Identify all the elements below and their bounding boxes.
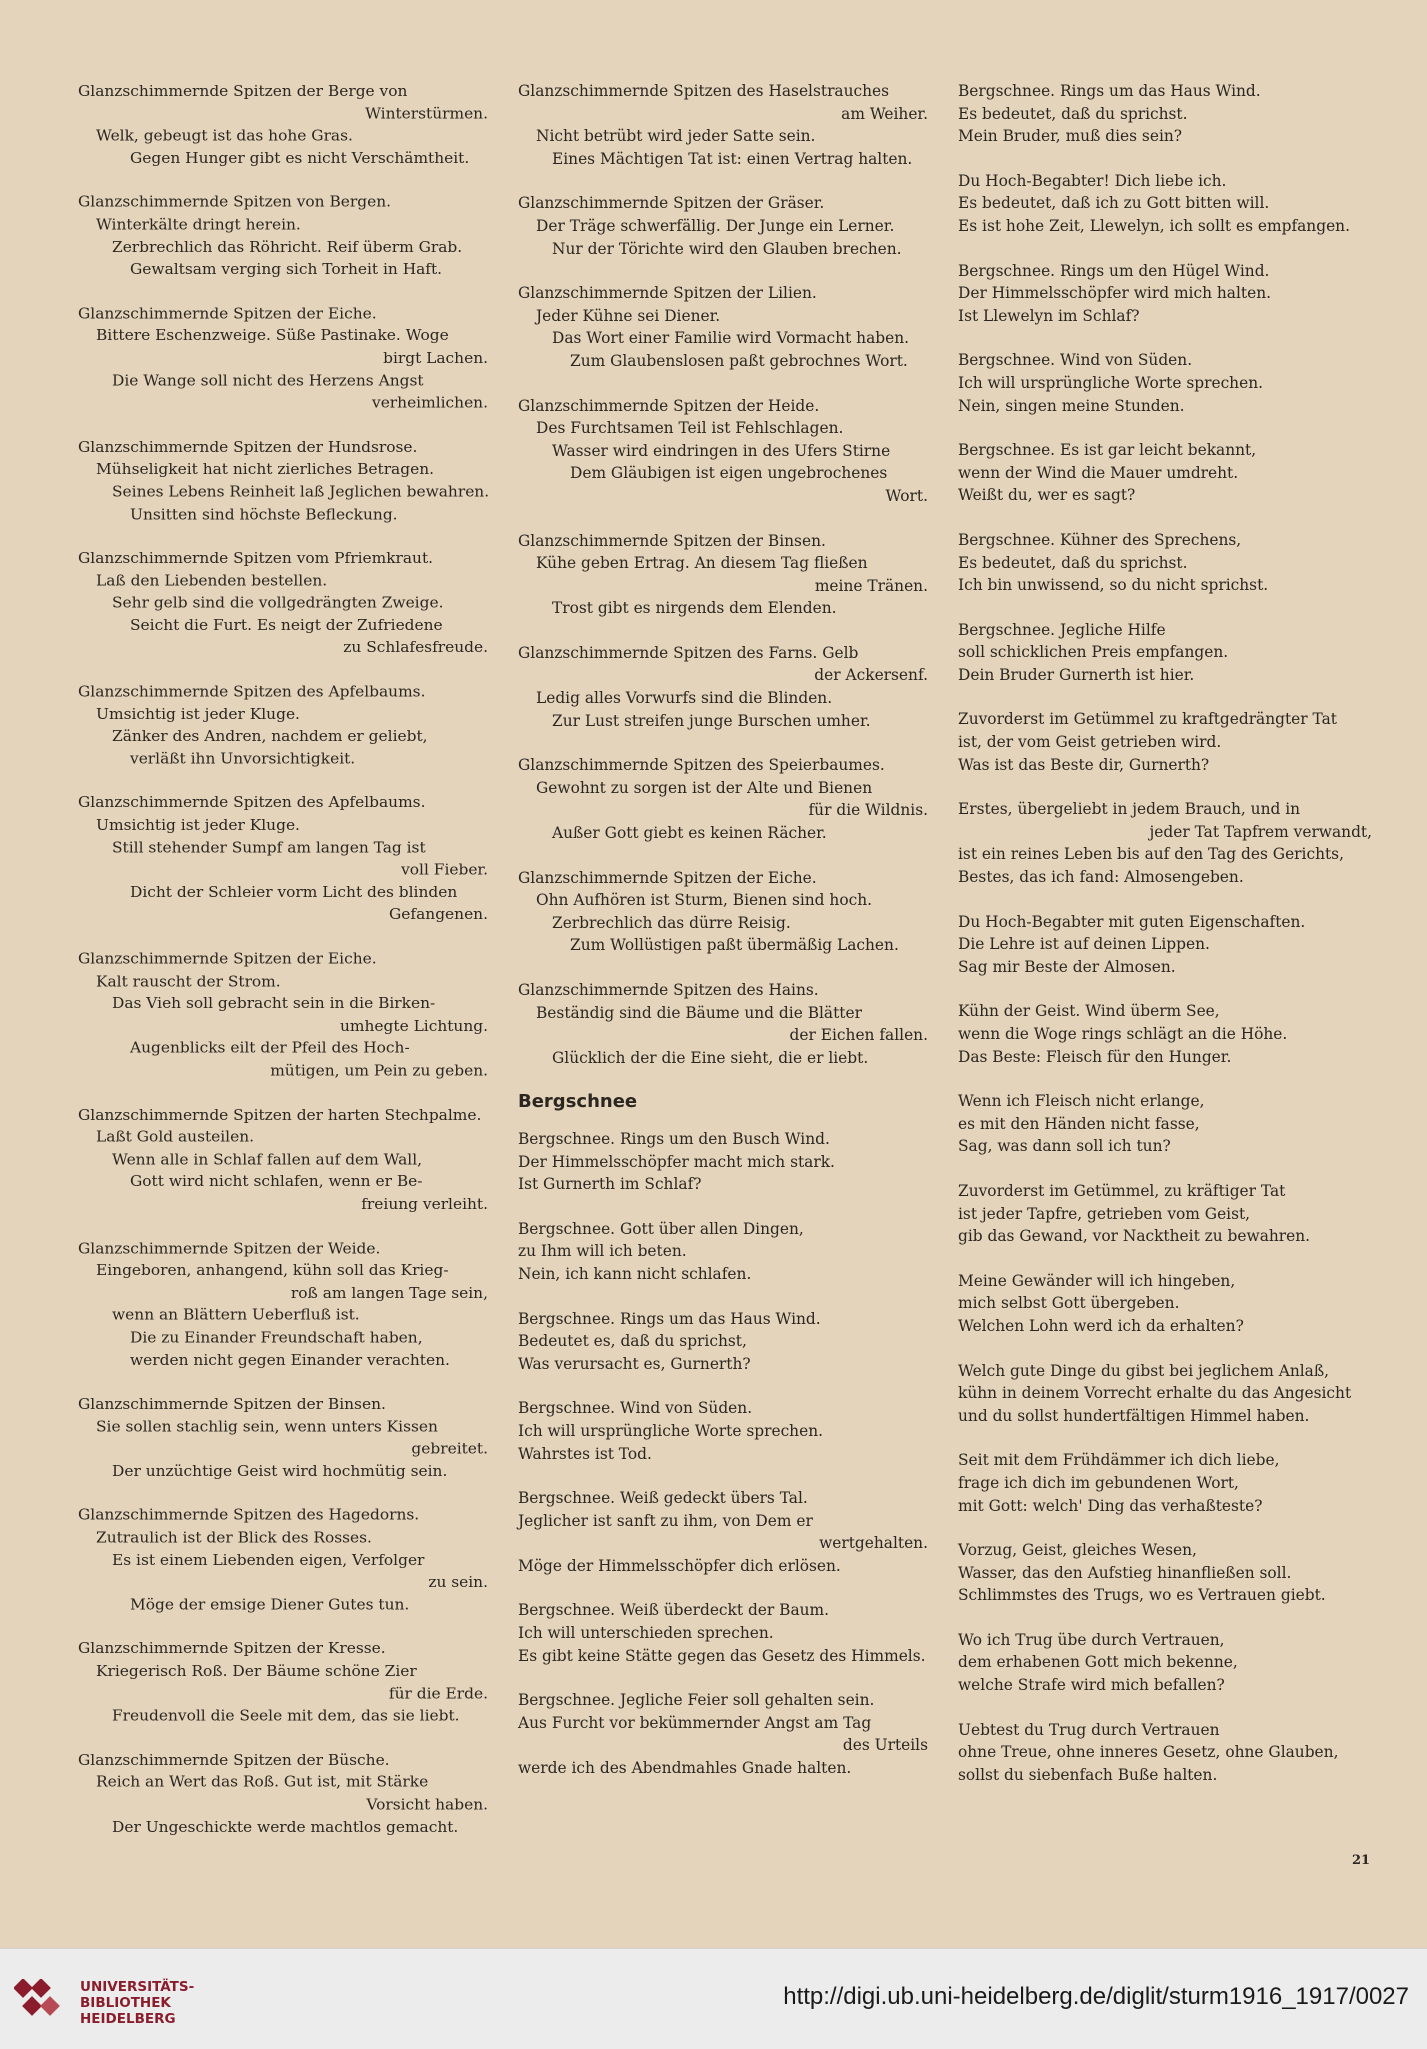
verse-line: Kühe geben Ertrag. An diesem Tag fließen: [536, 554, 868, 573]
verse-line: Du Hoch-Begabter mit guten Eigenschaften.: [958, 912, 1306, 931]
footer-bar: [0, 1948, 1427, 2049]
verse-line: für die Erde.: [388, 1684, 488, 1703]
stanza: [958, 1270, 1372, 1338]
verse-line: Welch gute Dinge du gibst bei jeglichem Anlaß,: [958, 1361, 1330, 1380]
library-name-line: UNIVERSITÄTS-: [80, 1979, 195, 1995]
verse-line: Reich an Wert das Roß. Gut ist, mit Stärke: [96, 1773, 429, 1792]
verse-line: Glanzschimmernde Spitzen der Berge von: [78, 81, 408, 100]
verse-line: Bergschnee. Jegliche Feier soll gehalten sein.: [518, 1691, 875, 1710]
verse-line: Vorsicht haben.: [366, 1795, 488, 1814]
verse-line: Es ist einem Liebenden eigen, Verfolger: [112, 1550, 425, 1569]
verse-line: soll schicklichen Preis empfangen.: [958, 643, 1229, 662]
verse-line: Wasser wird eindringen in des Ufers Stirne: [552, 441, 891, 460]
verse-line: ist jeder Tapfre, getrieben vom Geist,: [958, 1204, 1251, 1223]
verse-line: Ich will ursprüngliche Worte sprechen.: [958, 373, 1264, 392]
verse-line: Gefangenen.: [389, 905, 488, 924]
stanza: [78, 80, 488, 169]
verse-line: Das Wort einer Familie wird Vormacht haben.: [552, 329, 910, 348]
verse-line: Glanzschimmernde Spitzen des Farns. Gelb: [518, 643, 859, 662]
verse-line: Erstes, übergeliebt in jedem Brauch, und in: [958, 800, 1301, 819]
verse-line: des Urteils: [842, 1736, 928, 1755]
verse-line: werden nicht gegen Einander verachten.: [130, 1350, 450, 1369]
verse-line: Glanzschimmernde Spitzen von Bergen.: [78, 193, 392, 211]
verse-line: Des Furchtsamen Teil ist Fehlschlagen.: [536, 419, 844, 438]
verse-line: Glanzschimmernde Spitzen der Heide.: [518, 396, 820, 415]
stanza: [518, 1308, 928, 1376]
verse-line: Bergschnee. Weiß gedeckt übers Tal.: [518, 1489, 808, 1508]
verse-line: Welk, gebeugt ist das hohe Gras.: [96, 126, 353, 145]
stanza: [958, 798, 1372, 888]
verse-line: Jeglicher ist sanft zu ihm, von Dem er: [518, 1511, 813, 1530]
stanza: [518, 282, 928, 372]
stanza: [958, 1719, 1372, 1787]
stanza: [958, 1000, 1372, 1068]
verse-line: Zerbrechlich das Röhricht. Reif überm Grab.: [112, 237, 463, 256]
stanza: [958, 619, 1372, 687]
verse-line: Wasser, das den Aufstieg hinanfließen soll.: [958, 1563, 1292, 1582]
stanza: [518, 1689, 928, 1779]
verse-line: Glanzschimmernde Spitzen des Speierbaumes.: [518, 756, 885, 775]
verse-line: Glanzschimmernde Spitzen der Hundsrose.: [78, 437, 418, 456]
verse-line: birgt Lachen.: [383, 349, 488, 367]
verse-line: Dein Bruder Gurnerth ist hier.: [958, 665, 1195, 684]
verse-line: mütigen, um Pein zu geben.: [270, 1061, 488, 1080]
verse-line: gib das Gewand, vor Nacktheit zu bewahren.: [958, 1227, 1311, 1246]
stanza: [78, 1638, 488, 1727]
verse-line: zu sein.: [428, 1573, 488, 1592]
verse-line: gebreitet.: [411, 1439, 488, 1458]
verse-line: welche Strafe wird mich befallen?: [958, 1676, 1225, 1695]
stanza: [518, 530, 928, 620]
verse-line: am Weiher.: [841, 104, 928, 123]
verse-line: Augenblicks eilt der Pfeil des Hoch-: [130, 1039, 410, 1057]
stanza: [78, 1749, 488, 1838]
verse-line: Bergschnee. Gott über allen Dingen,: [518, 1219, 804, 1238]
verse-line: Sag, was dann soll ich tun?: [958, 1137, 1171, 1156]
stanza: [958, 911, 1372, 979]
verse-line: Glanzschimmernde Spitzen vom Pfriemkraut.: [78, 549, 434, 567]
verse-line: Kriegerisch Roß. Der Bäume schöne Zier: [96, 1662, 417, 1680]
verse-line: Was verursacht es, Gurnerth?: [518, 1354, 751, 1373]
verse-line: Unsitten sind höchste Befleckung.: [130, 504, 398, 523]
library-name: [80, 1979, 194, 2027]
verse-line: Nur der Törichte wird den Glauben brechen.: [552, 239, 902, 258]
verse-line: Zutraulich ist der Blick des Rosses.: [96, 1528, 372, 1547]
verse-line: Mühseligkeit hat nicht zierliches Betragen.: [96, 460, 435, 479]
verse-line: Eines Mächtigen Tat ist: einen Vertrag halten.: [552, 149, 913, 168]
verse-line: dem erhabenen Gott mich bekenne,: [958, 1653, 1238, 1672]
verse-line: freiung verleiht.: [361, 1194, 488, 1213]
verse-line: verläßt ihn Unvorsichtigkeit.: [130, 749, 356, 768]
verse-line: Ich will ursprüngliche Worte sprechen.: [518, 1421, 824, 1440]
stanza: [78, 792, 488, 926]
verse-line: und du sollst hundertfältigen Himmel haben.: [958, 1406, 1310, 1425]
verse-line: Es bedeutet, daß du sprichst.: [958, 553, 1188, 572]
verse-line: Es gibt keine Stätte gegen das Gesetz des Himmels.: [518, 1646, 926, 1665]
verse-line: Ist Gurnerth im Schlaf?: [518, 1175, 702, 1194]
text-column-3: [958, 80, 1372, 1808]
verse-line: Wort.: [885, 486, 928, 505]
verse-line: Glanzschimmernde Spitzen der Eiche.: [78, 304, 377, 323]
stanza: [518, 1091, 928, 1195]
verse-line: Bergschnee. Jegliche Hilfe: [958, 620, 1166, 639]
verse-line: Ist Llewelyn im Schlaf?: [958, 306, 1140, 325]
verse-line: für die Wildnis.: [808, 801, 928, 820]
verse-line: Still stehender Sumpf am langen Tag ist: [112, 838, 426, 857]
verse-line: Außer Gott giebt es keinen Rächer.: [552, 824, 827, 843]
verse-line: Glücklich der die Eine sieht, die er liebt.: [552, 1048, 869, 1067]
library-name-line: BIBLIOTHEK: [80, 1995, 171, 2011]
stanza: [958, 1449, 1372, 1517]
verse-line: Bergschnee. Rings um das Haus Wind.: [958, 82, 1261, 100]
verse-line: Glanzschimmernde Spitzen des Haselstrauches: [518, 82, 890, 100]
verse-line: Möge der emsige Diener Gutes tun.: [130, 1595, 410, 1614]
verse-line: Bergschnee. Wind von Süden.: [958, 351, 1193, 370]
stanza: [78, 1237, 488, 1371]
stanza: [958, 439, 1372, 507]
verse-line: wenn die Woge rings schlägt an die Höhe.: [958, 1025, 1288, 1043]
verse-line: Mein Bruder, muß dies sein?: [958, 127, 1183, 146]
stanza: [958, 1629, 1372, 1697]
verse-line: Bestes, das ich fand: Almosengeben.: [958, 868, 1244, 887]
section-heading: Bergschnee: [518, 1091, 638, 1113]
verse-line: Zänker des Andren, nachdem er geliebt,: [112, 727, 428, 746]
stanza: [78, 681, 488, 770]
verse-line: Sehr gelb sind die vollgedrängten Zweige.: [112, 593, 444, 612]
verse-line: sollst du siebenfach Buße halten.: [958, 1765, 1218, 1784]
verse-line: Vorzug, Geist, gleiches Wesen,: [958, 1541, 1197, 1560]
stanza: [958, 170, 1372, 238]
verse-line: ohne Treue, ohne inneres Gesetz, ohne Glauben,: [958, 1743, 1339, 1762]
verse-line: Welchen Lohn werd ich da erhalten?: [958, 1316, 1244, 1335]
verse-line: Glanzschimmernde Spitzen der Gräser.: [518, 194, 825, 213]
stanza: [518, 754, 928, 844]
verse-line: wertgehalten.: [819, 1534, 928, 1553]
verse-line: Ich bin unwissend, so du nicht sprichst.: [958, 576, 1269, 595]
verse-line: Glanzschimmernde Spitzen des Hains.: [518, 981, 819, 999]
stanza: [78, 1504, 488, 1616]
verse-line: Wo ich Trug übe durch Vertrauen,: [958, 1630, 1225, 1649]
verse-line: Nein, ich kann nicht schlafen.: [518, 1264, 752, 1283]
verse-line: Ich will unterschieden sprechen.: [518, 1624, 774, 1643]
verse-line: Bergschnee. Wind von Süden.: [518, 1399, 753, 1418]
verse-line: Glanzschimmernde Spitzen der Weide.: [78, 1239, 381, 1257]
verse-line: Gott wird nicht schlafen, wenn er Be-: [130, 1172, 423, 1191]
verse-line: Möge der Himmelsschöpfer dich erlösen.: [518, 1556, 841, 1575]
verse-line: Das Vieh soll gebracht sein in die Birken-: [112, 994, 436, 1013]
verse-line: Seines Lebens Reinheit laß Jeglichen bewahren.: [112, 482, 490, 501]
verse-line: Laß den Liebenden bestellen.: [96, 571, 328, 590]
verse-line: Dicht der Schleier vorm Licht des blinden: [130, 883, 458, 902]
university-seal-icon: [14, 1979, 66, 2025]
verse-line: Der Ungeschickte werde machtlos gemacht.: [112, 1817, 459, 1836]
verse-line: Zum Wollüstigen paßt übermäßig Lachen.: [570, 936, 899, 955]
verse-line: voll Fieber.: [401, 860, 488, 879]
verse-line: mich selbst Gott übergeben.: [958, 1294, 1180, 1313]
stanza: [958, 1180, 1372, 1248]
verse-line: Glanzschimmernde Spitzen der Binsen.: [78, 1395, 386, 1413]
text-column-1: [78, 80, 488, 1860]
verse-line: Bergschnee. Rings um den Hügel Wind.: [958, 261, 1270, 280]
stanza: [78, 1393, 488, 1482]
stanza: [78, 948, 488, 1082]
stanza: [518, 979, 928, 1069]
stanza: [958, 349, 1372, 417]
verse-line: Der unzüchtige Geist wird hochmütig sein.: [112, 1462, 448, 1480]
verse-line: Kühn der Geist. Wind überm See,: [958, 1002, 1220, 1021]
verse-line: Bergschnee. Es ist gar leicht bekannt,: [958, 441, 1257, 460]
verse-line: Beständig sind die Bäume und die Blätter: [536, 1003, 862, 1022]
verse-line: Glanzschimmernde Spitzen des Hagedorns.: [78, 1506, 420, 1524]
verse-line: Meine Gewänder will ich hingeben,: [958, 1271, 1236, 1290]
verse-line: Glanzschimmernde Spitzen der Lilien.: [518, 284, 817, 303]
verse-line: ist ein reines Leben bis auf den Tag des Gerichts,: [958, 845, 1344, 864]
verse-line: Winterstürmen.: [365, 104, 488, 123]
verse-line: verheimlichen.: [372, 393, 488, 412]
stanza: [958, 529, 1372, 597]
verse-line: Laßt Gold austeilen.: [96, 1127, 255, 1146]
stanza: [958, 1360, 1372, 1428]
verse-line: Es ist hohe Zeit, Llewelyn, ich sollt es empfangen.: [958, 216, 1350, 235]
verse-line: Zur Lust streifen junge Burschen umher.: [552, 711, 871, 730]
verse-line: Uebtest du Trug durch Vertrauen: [958, 1720, 1220, 1739]
verse-line: Ohn Aufhören ist Sturm, Bienen sind hoch.: [536, 891, 873, 910]
verse-line: Das Beste: Fleisch für den Hunger.: [958, 1047, 1232, 1066]
verse-line: Trost gibt es nirgends dem Elenden.: [552, 599, 837, 618]
text-column-2: [518, 80, 928, 1802]
verse-line: Bedeutet es, daß du sprichst,: [518, 1332, 747, 1351]
verse-line: Freudenvoll die Seele mit dem, das sie liebt.: [112, 1706, 460, 1725]
stanza: [518, 192, 928, 260]
stanza: [958, 708, 1372, 776]
verse-line: Ledig alles Vorwurfs sind die Blinden.: [536, 689, 833, 708]
verse-line: wenn an Blättern Ueberfluß ist.: [112, 1306, 360, 1324]
verse-line: Gewaltsam verging sich Torheit in Haft.: [130, 260, 443, 279]
verse-line: mit Gott: welch' Ding das verhaßteste?: [958, 1496, 1263, 1515]
verse-line: Eingeboren, anhangend, kühn soll das Krieg-: [96, 1261, 449, 1280]
stanza: [78, 1104, 488, 1216]
verse-line: es mit den Händen nicht fasse,: [958, 1114, 1200, 1133]
verse-line: Jeder Kühne sei Diener.: [536, 306, 721, 325]
verse-line: umhegte Lichtung.: [340, 1016, 488, 1035]
verse-line: Glanzschimmernde Spitzen der Binsen.: [518, 531, 826, 550]
verse-line: Der Himmelsschöpfer macht mich stark.: [518, 1152, 835, 1171]
verse-line: Nein, singen meine Stunden.: [958, 396, 1185, 415]
verse-line: Weißt du, wer es sagt?: [958, 486, 1136, 505]
verse-line: Der Himmelsschöpfer wird mich halten.: [958, 284, 1272, 303]
verse-line: Seicht die Furt. Es neigt der Zufriedene: [130, 616, 443, 634]
verse-line: Sie sollen stachlig sein, wenn unters Kissen: [96, 1417, 438, 1436]
stanza: [78, 302, 488, 414]
verse-line: der Eichen fallen.: [789, 1026, 928, 1045]
verse-line: zu Schlafesfreude.: [343, 638, 488, 657]
verse-line: Nicht betrübt wird jeder Satte sein.: [536, 127, 816, 146]
verse-line: Wahrstes ist Tod.: [518, 1444, 652, 1463]
stanza: [518, 867, 928, 957]
verse-line: Bittere Eschenzweige. Süße Pastinake. Woge: [96, 326, 449, 345]
verse-line: Zerbrechlich das dürre Reisig.: [552, 913, 791, 932]
verse-line: Glanzschimmernde Spitzen der Eiche.: [518, 868, 817, 887]
stanza: [518, 1487, 928, 1577]
verse-line: Glanzschimmernde Spitzen des Apfelbaums.: [78, 793, 426, 812]
verse-line: Umsichtig ist jeder Kluge.: [96, 704, 300, 723]
verse-line: kühn in deinem Vorrecht erhalte du das Angesicht: [958, 1384, 1352, 1403]
verse-line: Bergschnee. Rings um das Haus Wind.: [518, 1309, 821, 1328]
verse-line: roß am langen Tage sein,: [290, 1283, 488, 1302]
stanza: [518, 80, 928, 170]
stanza: [518, 1599, 928, 1667]
verse-line: Wenn ich Fleisch nicht erlange,: [958, 1092, 1205, 1111]
verse-line: Zum Glaubenslosen paßt gebrochnes Wort.: [570, 351, 908, 370]
verse-line: Dem Gläubigen ist eigen ungebrochenes: [570, 464, 888, 483]
stanza: [518, 642, 928, 732]
stanza: [958, 80, 1372, 148]
verse-line: Schlimmstes des Trugs, wo es Vertrauen giebt.: [958, 1586, 1326, 1605]
verse-line: Die zu Einander Freundschaft haben,: [130, 1328, 423, 1347]
verse-line: Es bedeutet, daß du sprichst.: [958, 104, 1188, 123]
page-number: 21: [1352, 1853, 1371, 1868]
verse-line: Bergschnee. Weiß überdeckt der Baum.: [518, 1601, 830, 1620]
verse-line: Glanzschimmernde Spitzen der Kresse.: [78, 1639, 386, 1658]
verse-line: wenn der Wind die Mauer umdreht.: [958, 463, 1239, 482]
verse-line: Gewohnt zu sorgen ist der Alte und Bienen: [536, 778, 873, 797]
verse-line: Glanzschimmernde Spitzen der Eiche.: [78, 949, 377, 968]
verse-line: Der Träge schwerfällig. Der Junge ein Lerner.: [536, 216, 895, 235]
verse-line: Winterkälte dringt herein.: [96, 215, 301, 234]
verse-line: Die Wange soll nicht des Herzens Angst: [112, 371, 424, 390]
stanza: [958, 1539, 1372, 1607]
stanza: [78, 191, 488, 280]
verse-line: Was ist das Beste dir, Gurnerth?: [958, 755, 1210, 774]
stanza: [518, 1218, 928, 1286]
verse-line: meine Tränen.: [814, 576, 928, 595]
verse-line: Wenn alle in Schlaf fallen auf dem Wall,: [112, 1150, 423, 1169]
verse-line: Bergschnee. Rings um den Busch Wind.: [518, 1129, 830, 1148]
verse-line: Sag mir Beste der Almosen.: [958, 957, 1176, 976]
verse-line: zu Ihm will ich beten.: [518, 1242, 687, 1261]
stanza: [78, 436, 488, 525]
verse-line: Glanzschimmernde Spitzen der harten Stechpalme.: [78, 1105, 482, 1124]
verse-line: Zuvorderst im Getümmel, zu kräftiger Tat: [958, 1181, 1286, 1200]
verse-line: Glanzschimmernde Spitzen der Büsche.: [78, 1750, 390, 1769]
verse-line: Zuvorderst im Getümmel zu kraftgedrängter Tat: [958, 710, 1337, 729]
verse-line: Es bedeutet, daß ich zu Gott bitten will.: [958, 194, 1270, 213]
verse-line: werde ich des Abendmahles Gnade halten.: [518, 1759, 852, 1778]
verse-line: jeder Tat Tapfrem verwandt,: [1149, 822, 1372, 841]
stanza: [958, 260, 1372, 328]
stanza: [958, 1090, 1372, 1158]
library-name-line: HEIDELBERG: [80, 2011, 176, 2027]
verse-line: der Ackersenf.: [814, 666, 928, 685]
stanza: [78, 547, 488, 659]
verse-line: Umsichtig ist jeder Kluge.: [96, 816, 300, 834]
verse-line: Bergschnee. Kühner des Sprechens,: [958, 530, 1242, 549]
verse-line: frage ich dich im gebundenen Wort,: [958, 1473, 1239, 1492]
stanza: [518, 1397, 928, 1465]
verse-line: Kalt rauscht der Strom.: [96, 972, 281, 990]
verse-line: Gegen Hunger gibt es nicht Verschämtheit.: [130, 149, 470, 167]
verse-line: ist, der vom Geist getrieben wird.: [958, 733, 1222, 752]
verse-line: Du Hoch-Begabter! Dich liebe ich.: [958, 171, 1227, 190]
source-url-link[interactable]: http://digi.ub.uni-heidelberg.de/diglit/sturm1916_1917/0027: [783, 1983, 1409, 2010]
verse-line: Glanzschimmernde Spitzen des Apfelbaums.: [78, 682, 426, 701]
stanza: [518, 395, 928, 508]
verse-line: Die Lehre ist auf deinen Lippen.: [958, 935, 1210, 954]
verse-line: Aus Furcht vor bekümmernder Angst am Tag: [518, 1713, 872, 1732]
verse-line: Seit mit dem Frühdämmer ich dich liebe,: [958, 1451, 1280, 1470]
